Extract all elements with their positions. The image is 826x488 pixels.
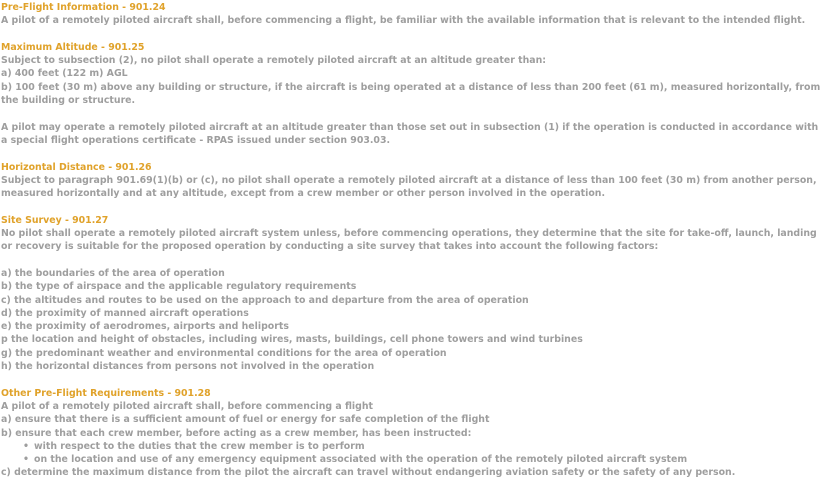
bullet-item [23,440,826,453]
bullet-icon: • [23,440,29,452]
section-text: b) 100 feet (30 m) above any building or structure, if the aircraft is being operated at a distance of less than 200 feet (61 m), measured horizontally, from the building or structure. [1,81,821,107]
section-other-pre-flight-requirements [1,387,826,480]
section-text: A pilot of a remotely piloted aircraft shall, before commencing a flight, be familiar with the available information that is relevant to the intended flight. [1,15,806,27]
factor-item: c) the altitudes and routes to be used on the approach to and departure from the area of operation [1,294,529,306]
section-text: c) determine the maximum distance from the pilot the aircraft can travel without endangering aviation safety or the safety of any person. [1,467,736,479]
instruction-bullet-list [1,440,826,467]
section-text: a) ensure that there is a sufficient amount of fuel or energy for safe completion of the flight [1,414,490,426]
section-horizontal-distance [1,161,826,201]
section-heading: Horizontal Distance - 901.26 [1,161,152,173]
factor-item: e) the proximity of aerodromes, airports and heliports [1,321,289,333]
factor-list [1,267,826,373]
section-heading: Site Survey - 901.27 [1,214,109,226]
bullet-text: with respect to the duties that the crew member is to perform [34,440,365,452]
section-heading: Other Pre-Flight Requirements - 901.28 [1,387,211,399]
section-text: Subject to subsection (2), no pilot shall operate a remotely piloted aircraft at an altitude greater than: [1,55,546,67]
factor-item: a) the boundaries of the area of operation [1,267,225,279]
section-pre-flight-information [1,1,826,28]
bullet-text: on the location and use of any emergency equipment associated with the operation of the remotely piloted aircraft system [34,454,688,466]
section-maximum-altitude [1,41,826,147]
bullet-item [23,453,826,466]
factor-item: h) the horizontal distances from persons not involved in the operation [1,361,375,373]
section-site-survey [1,214,826,374]
section-paragraph: A pilot may operate a remotely piloted aircraft at an altitude greater than those set out in subsection (1) if the operation is conducted in accordance with a special flight operations certificate - RPAS issued under section 903.03. [1,121,819,146]
section-text: No pilot shall operate a remotely piloted aircraft system unless, before commencing operations, they determine that the site for take-off, launch, landing or recovery is suitable for the proposed operation by conducting a site survey that takes into account the following factors: [1,228,817,253]
section-heading: Pre-Flight Information - 901.24 [1,2,166,13]
section-text: a) 400 feet (122 m) AGL [1,68,128,80]
section-text: Subject to paragraph 901.69(1)(b) or (c), no pilot shall operate a remotely piloted aircraft at a distance of less than 100 feet (30 m) from another person, measured horizontally and at any altitude, except from a crew member or other person involved in the operation. [1,174,817,200]
section-text: b) ensure that each crew member, before acting as a crew member, has been instructed: [1,427,472,439]
section-heading: Maximum Altitude - 901.25 [1,41,145,53]
factor-item: d) the proximity of manned aircraft operations [1,307,249,319]
section-text: A pilot of a remotely piloted aircraft shall, before commencing a flight [1,400,373,412]
factor-item: b) the type of airspace and the applicable regulatory requirements [1,281,357,293]
bullet-icon: • [23,454,29,466]
factor-item: p the location and height of obstacles, including wires, masts, buildings, cell phone towers and wind turbines [1,334,583,346]
factor-item: g) the predominant weather and environmental conditions for the area of operation [1,347,447,359]
